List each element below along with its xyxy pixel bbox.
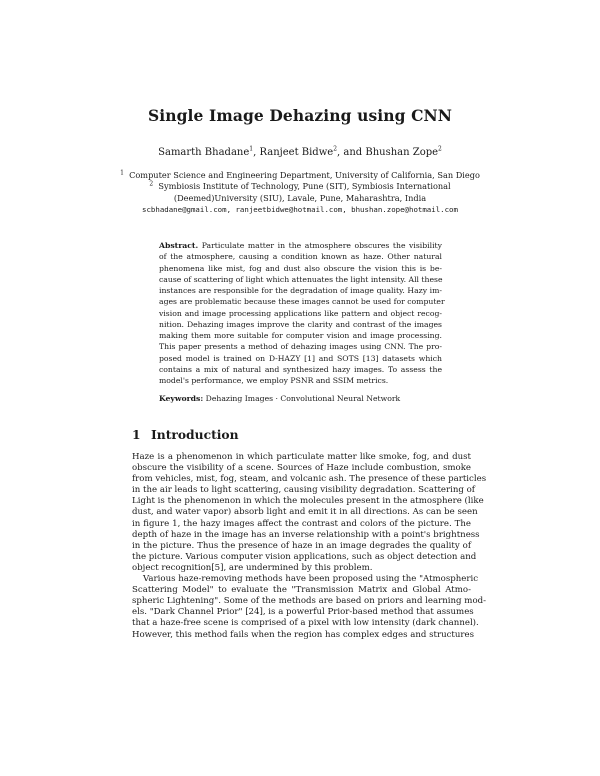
abstract-line: model's performance, we employ PSNR and SSIM metrics.: [159, 376, 389, 385]
body-line: object recognition[5], are undermined by this problem.: [132, 562, 373, 573]
keywords-label: Keywords:: [159, 394, 204, 403]
abstract-line: phenomena like mist, fog and dust also obscure the vision this is be-: [159, 263, 442, 273]
body-line: the picture. Various computer vision applications, such as object detection and: [132, 551, 477, 562]
affiliation-line: [0, 170, 600, 181]
body-line: from vehicles, mist, fog, steam, and volcanic ash. The presence of these particles: [132, 474, 487, 485]
abstract-line: This paper presents a method of dehazing images using CNN. The pro-: [159, 342, 442, 352]
body-line: depth of haze in the image has an inverse relationship with a point's brightness: [132, 529, 480, 540]
abstract-line: making them more suitable for computer vision and image processing.: [159, 331, 442, 340]
keywords-text: Dehazing Images · Convolutional Neural Network: [205, 394, 401, 403]
body-text: [132, 452, 487, 641]
body-line: However, this method fails when the region has complex edges and structures: [132, 629, 475, 640]
affiliation-text: Computer Science and Engineering Department, University of California, San Diego: [129, 170, 480, 180]
section-heading: [132, 427, 239, 442]
author-affiliation-mark: 1: [249, 145, 254, 153]
author-name: Ranjeet Bidwe: [259, 147, 334, 158]
body-line: that a haze-free scene is comprised of a pixel with low intensity (dark channel).: [132, 618, 479, 629]
abstract-line: ages are problematic because these images cannot be used for computer: [159, 297, 445, 307]
author-separator: ,: [253, 147, 260, 158]
abstract-label: Abstract.: [159, 241, 199, 250]
author-name: Bhushan Zope: [365, 147, 439, 158]
body-line: in the picture. Thus the presence of haze in an image degrades the quality of: [132, 540, 471, 551]
affiliation-line: [0, 193, 600, 204]
body-line: Scattering Model" to evaluate the "Transmission Matrix and Global Atmo-: [132, 585, 471, 596]
author-separator: , and: [337, 147, 366, 158]
body-line: in figure 1, the hazy images affect the contrast and colors of the picture. The: [132, 518, 471, 529]
affiliation-text: Symbiosis Institute of Technology, Pune (SIT), Symbiosis International: [158, 181, 451, 192]
abstract-line: contains a mix of natural and synthesized hazy images. To assess the: [159, 364, 442, 374]
body-line: Light is the phenomenon in which the molecules present in the atmosphere (like: [132, 496, 484, 507]
affiliation-line: [0, 181, 600, 192]
abstract-line: nition. Dehazing images improve the clarity and contrast of the images: [159, 319, 442, 329]
abstract-line: posed model is trained on D-HAZY [1] and SOTS [13] datasets which: [159, 353, 442, 363]
body-line: dust, and water vapor) absorb light and emit it in all directions. As can be seen: [132, 507, 478, 518]
affiliations: [0, 170, 600, 216]
author-name: Samarth Bhadane: [158, 147, 250, 158]
section-number: 1: [132, 427, 141, 442]
affiliation-mark: 2: [149, 180, 154, 188]
body-line: spheric Lightening". Some of the methods are based on priors and learning mod-: [132, 596, 487, 607]
abstract-line: of the atmosphere, causing a condition known as haze. Other natural: [159, 252, 442, 262]
paper-title: Single Image Dehazing using CNN: [147, 106, 453, 125]
author-emails: scbhadane@gmail.com, ranjeetbidwe@hotmail.com, bhushan.zope@hotmail.com: [142, 205, 458, 215]
body-line: Haze is a phenomenon in which particulate matter like smoke, fog, and dust: [132, 452, 471, 462]
author-list: [0, 147, 600, 158]
abstract-line: cause of scattering of light which attenuates the light intensity. All these: [159, 274, 443, 284]
abstract-line: vision and image processing applications like pattern and object recog-: [159, 308, 442, 318]
body-line: obscure the visibility of a scene. Sources of Haze include combustion, smoke: [132, 463, 471, 474]
keywords: [159, 394, 442, 403]
body-line: els. "Dark Channel Prior" [24], is a powerful Prior-based method that assumes: [132, 607, 474, 618]
section-title: Introduction: [151, 427, 239, 442]
abstract-line: [159, 240, 442, 251]
author-affiliation-mark: 2: [438, 145, 442, 153]
body-line: Various haze-removing methods have been proposed using the "Atmospheric: [143, 574, 479, 585]
affiliation-text: (Deemed)University (SIU), Lavale, Pune, Maharashtra, India: [173, 192, 427, 203]
body-line: in the air leads to light scattering, causing visibility degradation. Scattering of: [132, 485, 475, 496]
author-affiliation-mark: 2: [333, 145, 338, 153]
abstract-text: Particulate matter in the atmosphere obscures the visibility: [201, 241, 442, 250]
affiliation-mark: 1: [120, 169, 124, 177]
abstract: [159, 240, 445, 386]
abstract-line: instances are responsible for the degradation of image quality. Hazy im-: [159, 286, 442, 295]
